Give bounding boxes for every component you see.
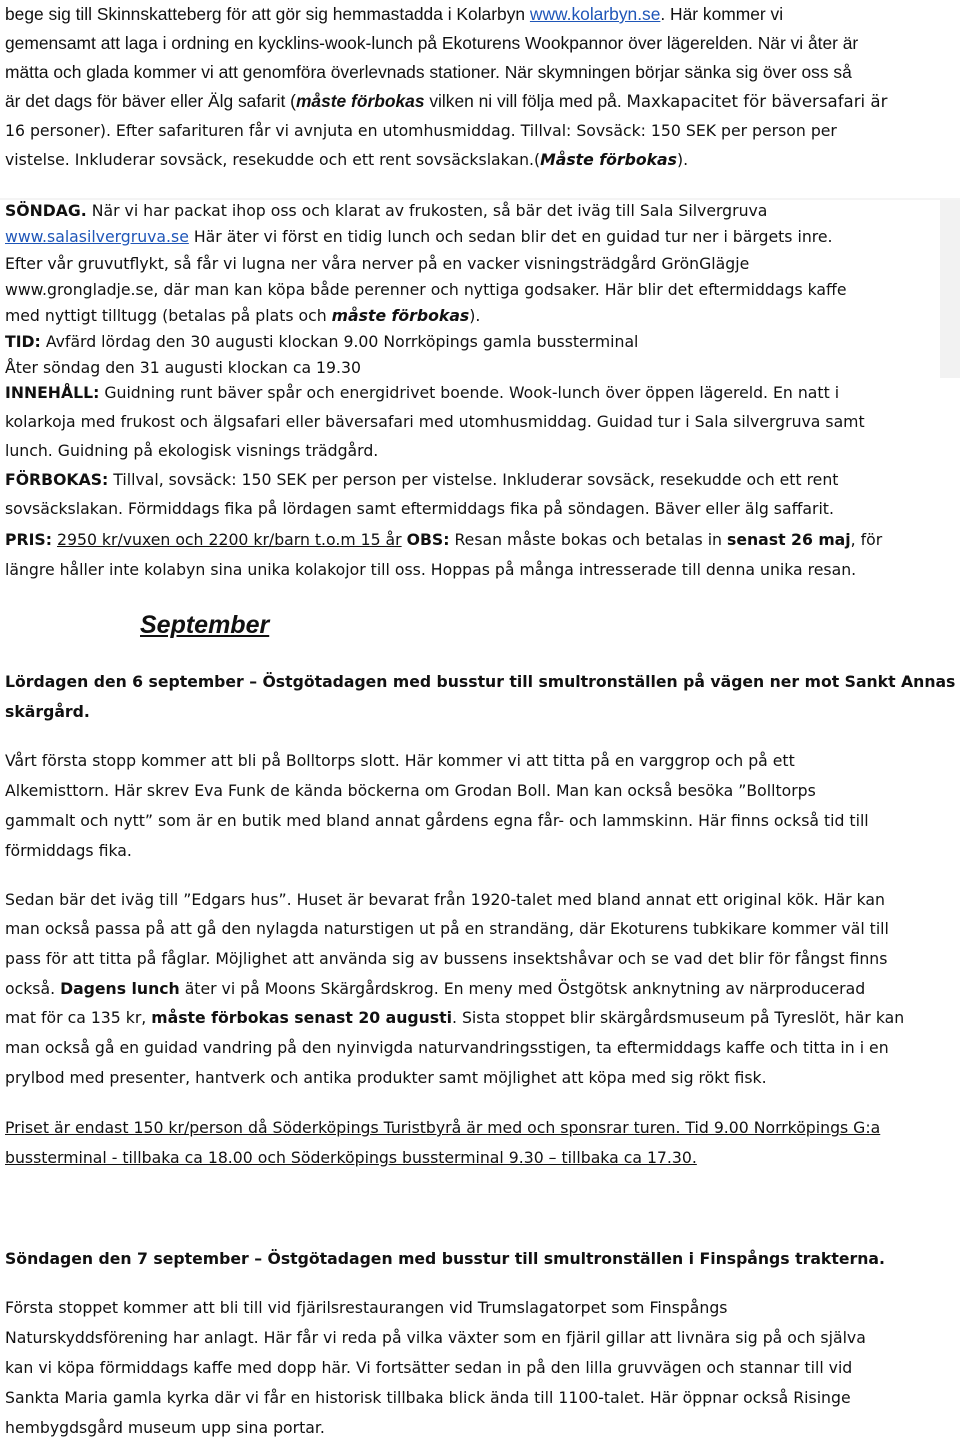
price-text: , för xyxy=(850,530,883,549)
content-line-2: kolarkoja med frukost och älgsafari eller bäversafari med utomhusmiddag. Guidad tur i Sala silvergruva samt xyxy=(5,412,865,431)
capacity-note: Maxkapacitet för bäversafari är xyxy=(626,92,888,111)
content-text: Guidning runt bäver spår och energidrivet boende. Wook-lunch över öppen lägereld. En natt i xyxy=(99,383,840,402)
sunday-text: ). xyxy=(469,306,481,325)
event1-p2-line: prylbod med presenter, hantverk och antika produkter samt möjlighet att köpa med sig rökt fisk. xyxy=(5,1068,767,1087)
event1-p1-line: Alkemisttorn. Här skrev Eva Funk de kända böckerna om Grodan Boll. Man kan också besöka ”Bolltorps xyxy=(5,781,816,800)
sunday-line-2 xyxy=(5,222,833,252)
event1-p2-line: Sedan bär det iväg till ”Edgars hus”. Huset är bevarat från 1920-talet med bland annat ett original kök. Här kan xyxy=(5,890,885,909)
intro-text: bege sig till Skinnskatteberg för att gör sig hemmastadda i Kolarbyn xyxy=(5,4,530,24)
event1-p1-line: Vårt första stopp kommer att bli på Bolltorps slott. Här kommer vi att titta på en varggrop och på ett xyxy=(5,751,795,770)
intro-text: vilken ni vill följa med på. xyxy=(424,91,627,111)
return-line: Åter söndag den 31 augusti klockan ca 19.30 xyxy=(5,358,361,377)
salasilvergruva-link[interactable]: www.salasilvergruva.se xyxy=(5,227,189,246)
content-line-1 xyxy=(5,378,839,408)
kolarbyn-link[interactable]: www.kolarbyn.se xyxy=(529,4,661,24)
booking-label: FÖRBOKAS: xyxy=(5,470,109,489)
booking-note: Måste förbokas xyxy=(540,150,677,169)
intro-text: . Här kommer vi xyxy=(660,4,784,24)
sunday-line-3: Efter vår gruvutflykt, så får vi lugna ner våra nerver på en vacker visningsträdgård GrönGlägje xyxy=(5,254,750,273)
sunday-text: Här äter vi först en tidig lunch och sedan blir det en guidad tur ner i bärgets inre. xyxy=(188,227,833,246)
event1-p1-line: förmiddags fika. xyxy=(5,841,132,860)
booking-deadline: senast 26 maj xyxy=(727,530,851,549)
departure-text: Avfärd lördag den 30 augusti klockan 9.00 Norrköpings gamla bussterminal xyxy=(40,332,639,351)
intro-line-6 xyxy=(5,145,688,175)
event1-p1-line: gammalt och nytt” som är en butik med bland annat gårdens egna får- och lammskinn. Här finns också tid till xyxy=(5,811,869,830)
content-line-3: lunch. Guidning på ekologisk visnings trädgård. xyxy=(5,441,379,460)
booking-line-1 xyxy=(5,465,838,495)
event2-p1-line: hembygdsgård museum upp sina portar. xyxy=(5,1418,325,1437)
content-label: INNEHÅLL: xyxy=(5,383,100,402)
event1-text: också. xyxy=(5,979,61,998)
booking-text: Tillval, sovsäck: 150 SEK per person per vistelse. Inkluderar sovsäck, resekudde och ett rent xyxy=(108,470,839,489)
lunch-label: Dagens lunch xyxy=(60,979,180,998)
price-line-1 xyxy=(5,525,882,555)
intro-text: vistelse. Inkluderar sovsäck, resekudde och ett rent sovsäckslakan.( xyxy=(5,150,541,169)
sunday-line-4: www.grongladje.se, där man kan köpa både perenner och nyttiga godsaker. Här blir det eftermiddags kaffe xyxy=(5,280,847,299)
price-line-2: längre håller inte kolabyn sina unika kolakojor till oss. Hoppas på många intresserade till denna unika resan. xyxy=(5,560,857,579)
event2-p1-line: Naturskyddsförening har anlagt. Här får vi reda på vilka växter som en fjäril gillar att livnära sig på och själva xyxy=(5,1328,866,1347)
intro-line-3: mätta och glada kommer vi att genomföra överlevnads stationer. När skymningen börjar sänka sig över oss så xyxy=(5,62,852,82)
price-label: PRIS: xyxy=(5,530,52,549)
day-label: SÖNDAG. xyxy=(5,201,87,220)
event2-p1-line: Sankta Maria gamla kyrka där vi får en historisk tillbaka blick ända till 1100-talet. Här öppnar också Risinge xyxy=(5,1388,851,1407)
price-value: 2950 kr/vuxen och 2200 kr/barn t.o.m 15 år xyxy=(57,530,402,549)
event1-price-line: Priset är endast 150 kr/person då Söderköpings Turistbyrå är med och sponsrar turen. Tid 9.00 Norrköpings G:a xyxy=(5,1118,881,1137)
month-heading: September xyxy=(140,611,270,639)
intro-text: är det dags för bäver eller Älg safarit ( xyxy=(5,91,296,111)
event1-p2-line xyxy=(5,974,865,1004)
event1-price-line: bussterminal - tillbaka ca 18.00 och Söderköpings bussterminal 9.30 – tillbaka ca 17.30. xyxy=(5,1148,697,1167)
event2-p1-line: kan vi köpa förmiddags kaffe med dopp här. Vi fortsätter sedan in på den lilla gruvvägen och stannar till vid xyxy=(5,1358,853,1377)
booking-note: måste förbokas xyxy=(331,306,470,325)
event1-p2-line: man också passa på att gå den nylagda naturstigen ut på en strandäng, där Ekoturens tubkikare kommer väl till xyxy=(5,919,889,938)
event1-p2-line: pass för att titta på fåglar. Möjlighet att använda sig av bussens insektshåvar och se vad det blir för fångst finns xyxy=(5,949,888,968)
event2-p1-line: Första stoppet kommer att bli till vid fjärilsrestaurangen vid Trumslagatorpet som Finspångs xyxy=(5,1298,728,1317)
event1-title-line-1: Lördagen den 6 september – Östgötadagen med busstur till smultronställen på vägen ner mot Sankt Annas xyxy=(5,672,956,691)
intro-text: ). xyxy=(676,150,689,169)
event2-title: Söndagen den 7 september – Östgötadagen med busstur till smultronställen i Finspångs trakterna. xyxy=(5,1249,885,1268)
intro-line-2: gemensamt att laga i ordning en kycklins-wook-lunch på Ekoturens Wookpannor över lägerelden. När vi åter är xyxy=(5,33,859,53)
shaded-margin xyxy=(940,200,960,378)
event1-text: . Sista stoppet blir skärgårdsmuseum på Tyreslöt, här kan xyxy=(452,1008,905,1027)
booking-deadline: måste förbokas senast 20 augusti xyxy=(151,1008,452,1027)
sunday-text: När vi har packat ihop oss och klarat av frukosten, så bär det iväg till Sala Silvergruva xyxy=(86,201,768,220)
obs-label: OBS: xyxy=(406,530,450,549)
price-text: Resan måste bokas och betalas in xyxy=(449,530,727,549)
booking-line-2: sovsäckslakan. Förmiddags fika på lördagen samt eftermiddags fika på söndagen. Bäver eller älg saffarit. xyxy=(5,499,834,518)
event1-text: mat för ca 135 kr, xyxy=(5,1008,152,1027)
time-label: TID: xyxy=(5,332,41,351)
sunday-text: med nyttigt tilltugg (betalas på plats och xyxy=(5,306,332,325)
event1-title-line-2: skärgård. xyxy=(5,702,90,721)
intro-line-5: 16 personer). Efter safarituren får vi avnjuta en utomhusmiddag. Tillval: Sovsäck: 150 SEK per person per xyxy=(5,121,837,140)
event1-p2-line xyxy=(5,1003,904,1033)
booking-note: måste förbokas xyxy=(295,91,425,111)
event1-text: äter vi på Moons Skärgårdskrog. En meny med Östgötsk anknytning av närproducerad xyxy=(179,979,866,998)
intro-line-1 xyxy=(5,0,783,29)
event1-p2-line: man också gå en guidad vandring på den nyinvigda naturvandringsstigen, ta eftermiddags kaffe och titta in i en xyxy=(5,1038,889,1057)
intro-line-4 xyxy=(5,87,887,117)
